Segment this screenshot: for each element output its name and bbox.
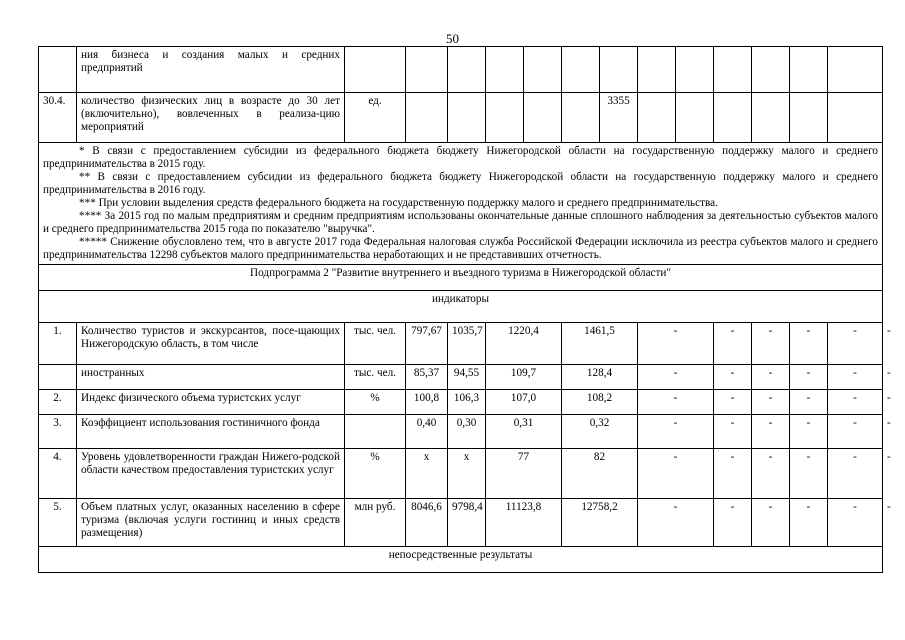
value-cell: - <box>828 323 883 365</box>
value-cell: - <box>752 499 790 547</box>
value-cell: - <box>828 390 883 415</box>
value-cell: - <box>828 499 883 547</box>
value-cell: - <box>638 365 714 390</box>
value-cell <box>828 47 883 93</box>
row-description: Уровень удовлетворенности граждан Нижего-родской области качеством предоставления туристских услуг <box>77 449 345 499</box>
value-cell: - <box>790 415 828 449</box>
row-number: 5. <box>39 499 77 547</box>
footnote: ***** Снижение обусловлено тем, что в августе 2017 года Федеральная налоговая служба Российской Федерации исключила из реестра субъектов малого и среднего предпринимательства 12298 субъектов малого предпринимательства неработающих и не представивших отчетность. <box>43 236 878 261</box>
value-cell: - <box>638 323 714 365</box>
value-cell: 8046,6 <box>406 499 448 547</box>
value-cell <box>486 47 524 93</box>
value-cell: - <box>714 365 752 390</box>
value-cell <box>676 93 714 143</box>
row-unit: тыс. чел. <box>345 365 406 390</box>
row-unit: % <box>345 390 406 415</box>
indicators-table <box>38 46 891 573</box>
value-cell <box>714 93 752 143</box>
notes-row <box>39 143 883 265</box>
value-cell: 3355 <box>600 93 638 143</box>
value-cell <box>486 93 524 143</box>
table-row <box>39 47 883 93</box>
row-unit: % <box>345 449 406 499</box>
value-cell: - <box>790 499 828 547</box>
table-row: 1. Количество туристов и экскурсантов, посе-щающих Нижегородскую область, в том числе тыс. чел. 797,67 1035,7 1220,4 1461,5 - - - - - - <box>39 323 883 365</box>
value-cell <box>448 93 486 143</box>
row-number <box>39 365 77 390</box>
row-description: количество физических лиц в возрасте до 30 лет (включительно), вовлеченных в реализа-цию мероприятий <box>77 93 345 143</box>
value-cell: 128,4 <box>562 365 638 390</box>
row-description: Индекс физического объема туристских услуг <box>77 390 345 415</box>
value-cell: 11123,8 <box>486 499 562 547</box>
value-cell <box>448 47 486 93</box>
row-description: иностранных <box>77 365 345 390</box>
value-cell <box>562 47 600 93</box>
value-cell: - <box>790 323 828 365</box>
footnote: **** За 2015 год по малым предприятиям и средним предприятиям использованы окончательные данные сплошного наблюдения за деятельностью субъектов малого и среднего предпринимательства 2015 года по показателю "выручка". <box>43 210 878 235</box>
value-cell: - <box>790 365 828 390</box>
value-cell: - <box>828 415 883 449</box>
value-cell <box>406 93 448 143</box>
table-row: 3. Коэффициент использования гостиничного фонда 0,40 0,30 0,31 0,32 - - - - - - <box>39 415 883 449</box>
value-cell: 1035,7 <box>448 323 486 365</box>
value-cell: - <box>752 449 790 499</box>
value-cell <box>600 47 638 93</box>
row-number: 1. <box>39 323 77 365</box>
value-cell: х <box>448 449 486 499</box>
table-row: 2. Индекс физического объема туристских услуг % 100,8 106,3 107,0 108,2 - - - - - - <box>39 390 883 415</box>
value-cell: 0,30 <box>448 415 486 449</box>
value-cell: - <box>714 449 752 499</box>
value-cell <box>676 47 714 93</box>
row-description: Коэффициент использования гостиничного фонда <box>77 415 345 449</box>
direct-results-heading: непосредственные результаты <box>39 547 883 573</box>
value-cell <box>828 93 883 143</box>
value-cell: 77 <box>486 449 562 499</box>
value-cell: - <box>752 415 790 449</box>
row-number: 30.4. <box>39 93 77 143</box>
value-cell: 106,3 <box>448 390 486 415</box>
value-cell <box>790 47 828 93</box>
table-row <box>39 93 883 143</box>
value-cell: - <box>752 390 790 415</box>
table-row: иностранных тыс. чел. 85,37 94,55 109,7 128,4 - - - - - - <box>39 365 883 390</box>
value-cell: 85,37 <box>406 365 448 390</box>
value-cell <box>524 93 562 143</box>
value-cell <box>638 93 676 143</box>
value-cell: - <box>790 390 828 415</box>
value-cell: - <box>714 415 752 449</box>
value-cell <box>524 47 562 93</box>
subprogram-title: Подпрограмма 2 "Развитие внутреннего и въездного туризма в Нижегородской области" <box>39 265 883 291</box>
value-cell <box>752 47 790 93</box>
row-number: 3. <box>39 415 77 449</box>
value-cell: х <box>406 449 448 499</box>
value-cell: 0,40 <box>406 415 448 449</box>
row-number: 2. <box>39 390 77 415</box>
footnote: * В связи с предоставлением субсидии из федерального бюджета бюджету Нижегородской области на государственную поддержку малого и среднего предпринимательства в 2015 году. <box>43 145 878 170</box>
row-unit: ед. <box>345 93 406 143</box>
value-cell <box>638 47 676 93</box>
value-cell: - <box>828 449 883 499</box>
row-unit: млн руб. <box>345 499 406 547</box>
indicators-heading-row <box>39 291 883 323</box>
value-cell: - <box>714 323 752 365</box>
value-cell: 94,55 <box>448 365 486 390</box>
value-cell: 797,67 <box>406 323 448 365</box>
indicators-heading: индикаторы <box>39 291 883 323</box>
value-cell: 1461,5 <box>562 323 638 365</box>
value-cell: - <box>752 365 790 390</box>
row-description: Объем платных услуг, оказанных населению в сфере туризма (включая услуги гостиниц и иных средств размещения) <box>77 499 345 547</box>
value-cell: 0,31 <box>486 415 562 449</box>
value-cell <box>790 93 828 143</box>
row-unit: тыс. чел. <box>345 323 406 365</box>
footnote: *** При условии выделения средств федерального бюджета на государственную поддержку малого и среднего предпринимательства. <box>79 197 718 209</box>
value-cell: - <box>638 415 714 449</box>
value-cell: 12758,2 <box>562 499 638 547</box>
value-cell: - <box>828 365 883 390</box>
value-cell: 0,32 <box>562 415 638 449</box>
value-cell: - <box>714 390 752 415</box>
row-unit <box>345 47 406 93</box>
value-cell: 107,0 <box>486 390 562 415</box>
subprogram-title-row <box>39 265 883 291</box>
row-description: ния бизнеса и создания малых и средних предприятий <box>77 47 345 93</box>
value-cell: 108,2 <box>562 390 638 415</box>
row-number <box>39 47 77 93</box>
value-cell: 82 <box>562 449 638 499</box>
row-number: 4. <box>39 449 77 499</box>
value-cell <box>406 47 448 93</box>
table-row: 5. Объем платных услуг, оказанных населению в сфере туризма (включая услуги гостиниц и иных средств размещения) млн руб. 8046,6 9798,4 11123,8 12758,2 - - - - - - <box>39 499 883 547</box>
value-cell <box>562 93 600 143</box>
value-cell: 9798,4 <box>448 499 486 547</box>
value-cell <box>714 47 752 93</box>
value-cell: - <box>638 390 714 415</box>
footnotes <box>39 143 883 265</box>
page-number: 50 <box>446 31 459 46</box>
value-cell: - <box>790 449 828 499</box>
value-cell: - <box>638 499 714 547</box>
row-description: Количество туристов и экскурсантов, посе-щающих Нижегородскую область, в том числе <box>77 323 345 365</box>
value-cell: - <box>638 449 714 499</box>
value-cell: 109,7 <box>486 365 562 390</box>
value-cell: - <box>714 499 752 547</box>
value-cell: - <box>752 323 790 365</box>
direct-results-heading-row <box>39 547 883 573</box>
value-cell <box>752 93 790 143</box>
table-row: 4. Уровень удовлетворенности граждан Нижего-родской области качеством предоставления туристских услуг % х х 77 82 - - - - - - <box>39 449 883 499</box>
value-cell: 100,8 <box>406 390 448 415</box>
row-unit <box>345 415 406 449</box>
value-cell: 1220,4 <box>486 323 562 365</box>
footnote: ** В связи с предоставлением субсидии из федерального бюджета бюджету Нижегородской области на государственную поддержку малого и среднего предпринимательства в 2016 году. <box>43 171 878 196</box>
